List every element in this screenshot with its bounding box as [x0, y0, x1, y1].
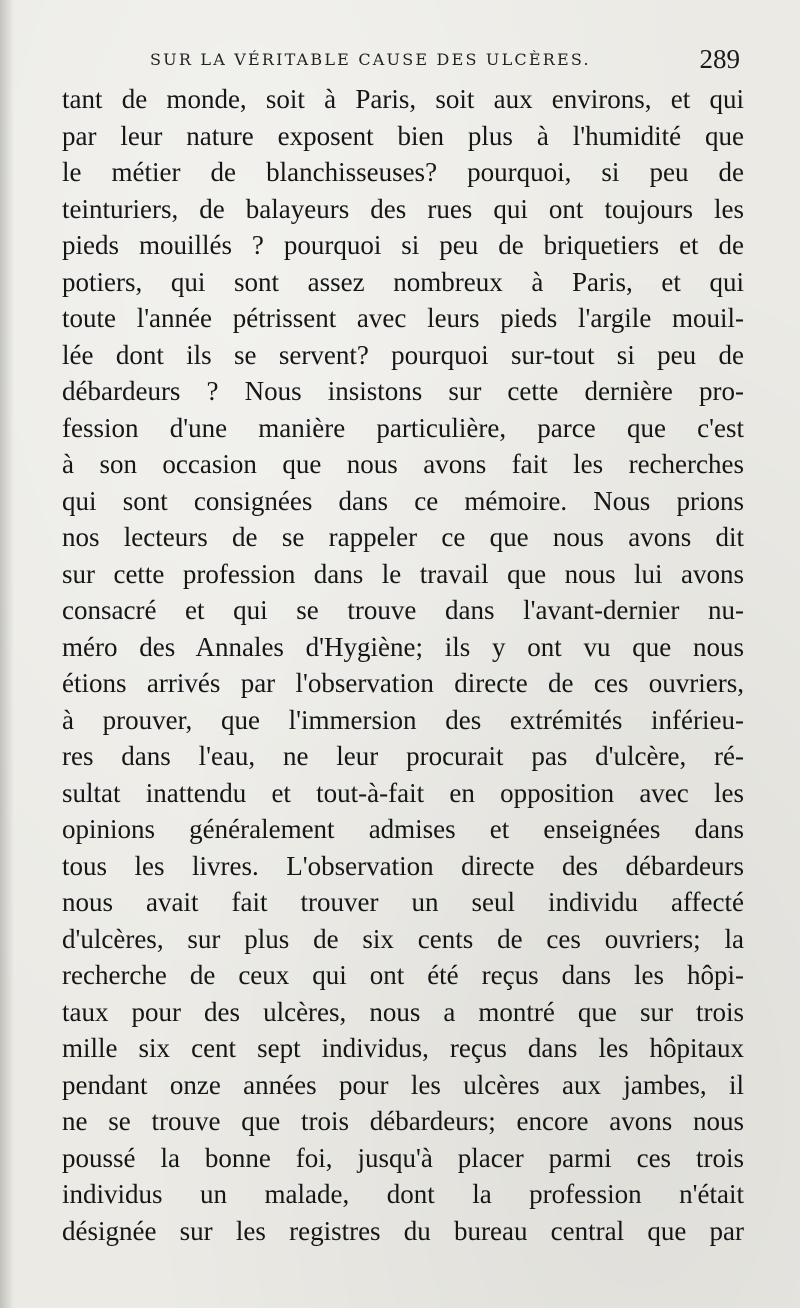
text-line: débardeurs ? Nous insistons sur cette dernière pro-	[62, 376, 744, 406]
text-line: désignée sur les registres du bureau central que par	[62, 1215, 744, 1246]
text-line: ne se trouve que trois débardeurs; encore avons nous	[62, 1106, 744, 1136]
text-line: teinturiers, de balayeurs des rues qui ont toujours les	[62, 193, 744, 224]
text-line: sur cette profession dans le travail que nous lui avons	[62, 558, 744, 589]
text-line: opinions généralement admises et enseignées dans	[62, 814, 744, 844]
body-text	[62, 81, 744, 1249]
text-line: lée dont ils se servent? pourquoi sur-tout si peu de	[62, 339, 744, 370]
text-line: à prouver, que l'immersion des extrémités inférieu-	[62, 704, 744, 735]
text-line: d'ulcères, sur plus de six cents de ces ouvriers; la	[62, 923, 744, 954]
text-line: taux pour des ulcères, nous a montré que sur trois	[62, 996, 744, 1027]
text-line: toute l'année pétrissent avec leurs pieds l'argile mouil-	[62, 303, 744, 333]
text-line: par leur nature exposent bien plus à l'humidité que	[62, 120, 744, 151]
text-line: qui sont consignées dans ce mémoire. Nous prions	[62, 485, 744, 516]
page-number: 289	[699, 44, 740, 74]
text-line: res dans l'eau, ne leur procurait pas d'ulcère, ré-	[62, 741, 744, 771]
text-line: nous avait fait trouver un seul individu affecté	[62, 887, 744, 917]
text-line: à son occasion que nous avons fait les recherches	[62, 449, 744, 479]
text-line: méro des Annales d'Hygiène; ils y ont vu que nous	[62, 631, 744, 662]
text-line: tant de monde, soit à Paris, soit aux environs, et qui	[62, 84, 744, 114]
running-title: SUR LA VÉRITABLE CAUSE DES ULCÈRES.	[150, 50, 591, 69]
text-line: poussé la bonne foi, jusqu'à placer parmi ces trois	[62, 1142, 744, 1173]
text-line: tous les livres. L'observation directe des débardeurs	[62, 850, 744, 881]
running-head	[150, 44, 740, 76]
text-line: potiers, qui sont assez nombreux à Paris, et qui	[62, 266, 744, 297]
text-line: pieds mouillés ? pourquoi si peu de briquetiers et de	[62, 230, 744, 260]
page-edge-shadow	[0, 0, 14, 1308]
text-line: mille six cent sept individus, reçus dans les hôpitaux	[62, 1033, 744, 1063]
text-line: le métier de blanchisseuses? pourquoi, si peu de	[62, 157, 744, 187]
text-line: pendant onze années pour les ulcères aux jambes, il	[62, 1069, 744, 1100]
text-line: nos lecteurs de se rappeler ce que nous avons dit	[62, 522, 744, 552]
text-line: individus un malade, dont la profession n'était	[62, 1179, 744, 1209]
text-line: consacré et qui se trouve dans l'avant-dernier nu-	[62, 595, 744, 625]
text-line: sultat inattendu et tout-à-fait en opposition avec les	[62, 777, 744, 808]
text-line: recherche de ceux qui ont été reçus dans les hôpi-	[62, 960, 744, 990]
text-line: fession d'une manière particulière, parce que c'est	[62, 412, 744, 443]
text-line: étions arrivés par l'observation directe de ces ouvriers,	[62, 668, 744, 698]
